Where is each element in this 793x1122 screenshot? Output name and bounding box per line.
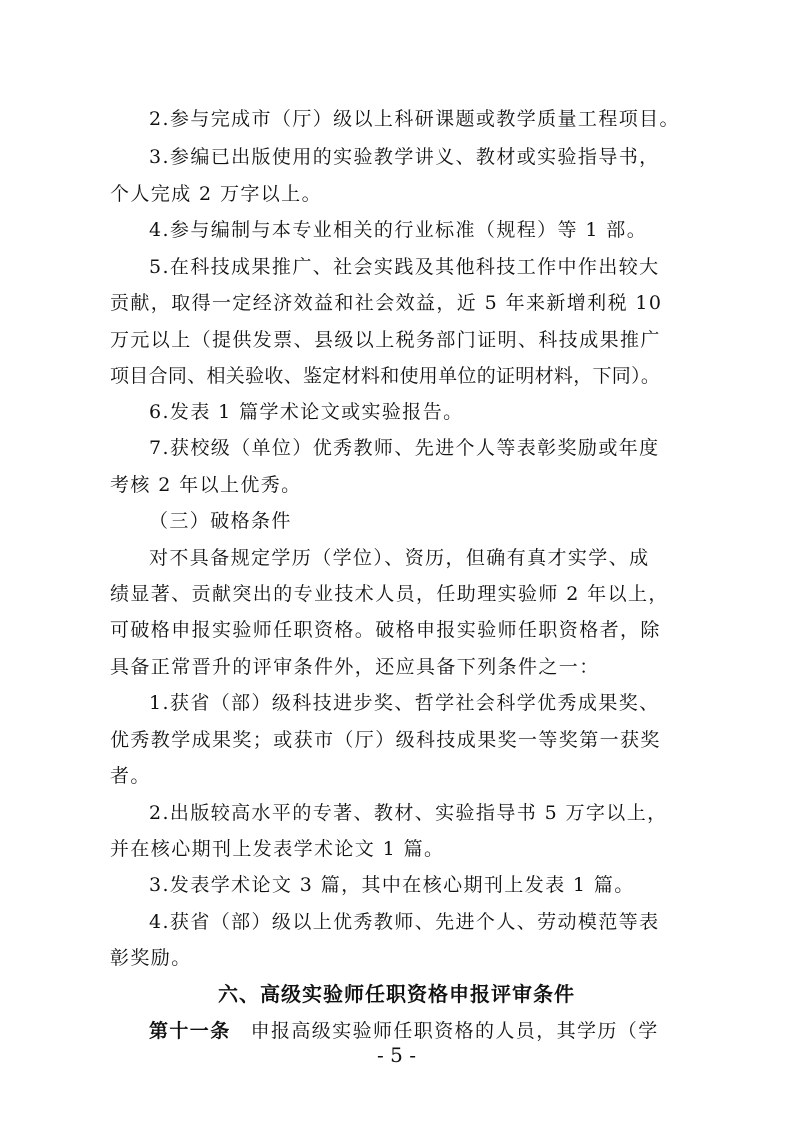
paragraph-line: 考核 2 年以上优秀。 xyxy=(110,474,302,496)
paragraph-line: 项目合同、相关验收、鉴定材料和使用单位的证明材料，下同）。 xyxy=(110,365,661,387)
paragraph-line: 7.获校级（单位）优秀教师、先进个人等表彰奖励或年度 xyxy=(149,437,660,459)
section-heading: 六、高级实验师任职资格申报评审条件 xyxy=(218,982,575,1006)
paragraph-line: 2.出版较高水平的专著、教材、实验指导书 5 万字以上， xyxy=(149,802,668,824)
paragraph-line: 具备正常晋升的评审条件外，还应具备下列条件之一： xyxy=(110,656,600,678)
article-text: 申报高级实验师任职资格的人员，其学历（学 xyxy=(250,1020,659,1042)
paragraph-line: 4.获省（部）级以上优秀教师、先进个人、劳动模范等表 xyxy=(149,911,660,933)
paragraph-line: 并在核心期刊上发表学术论文 1 篇。 xyxy=(110,838,445,860)
article-line xyxy=(149,1019,659,1043)
page-number: - 5 - xyxy=(377,1043,416,1067)
paragraph-line: 绩显著、贡献突出的专业技术人员，任助理实验师 2 年以上， xyxy=(110,583,669,605)
paragraph-line: 5.在科技成果推广、社会实践及其他科技工作中作出较大 xyxy=(149,256,660,278)
paragraph-line: 彰奖励。 xyxy=(110,947,192,969)
paragraph-line: 3.发表学术论文 3 篇，其中在核心期刊上发表 1 篇。 xyxy=(149,874,635,896)
article-label: 第十一条 xyxy=(149,1020,231,1042)
paragraph-line: 优秀教学成果奖；或获市（厅）级科技成果奖一等奖第一获奖 xyxy=(110,729,661,751)
paragraph-line: 者。 xyxy=(110,765,151,787)
paragraph-line: 6.发表 1 篇学术论文或实验报告。 xyxy=(149,401,464,423)
paragraph-line: 个人完成 2 万字以上。 xyxy=(110,183,322,205)
paragraph-line: 对不具备规定学历（学位）、资历，但确有真才实学、成 xyxy=(149,547,650,569)
paragraph-line: 3.参编已出版使用的实验教学讲义、教材或实验指导书， xyxy=(149,146,660,168)
paragraph-line: 万元以上（提供发票、县级以上税务部门证明、科技成果推广 xyxy=(110,329,661,351)
paragraph-line: 贡献，取得一定经济效益和社会效益，近 5 年来新增利税 10 xyxy=(110,292,663,314)
paragraph-line: 1.获省（部）级科技进步奖、哲学社会科学优秀成果奖、 xyxy=(149,692,660,714)
paragraph-line: 可破格申报实验师任职资格。破格申报实验师任职资格者，除 xyxy=(110,619,661,641)
paragraph-line: 2.参与完成市（厅）级以上科研课题或教学质量工程项目。 xyxy=(149,108,680,130)
paragraph-line: 4.参与编制与本专业相关的行业标准（规程）等 1 部。 xyxy=(149,219,648,241)
subsection-heading: （三）破格条件 xyxy=(149,510,292,532)
